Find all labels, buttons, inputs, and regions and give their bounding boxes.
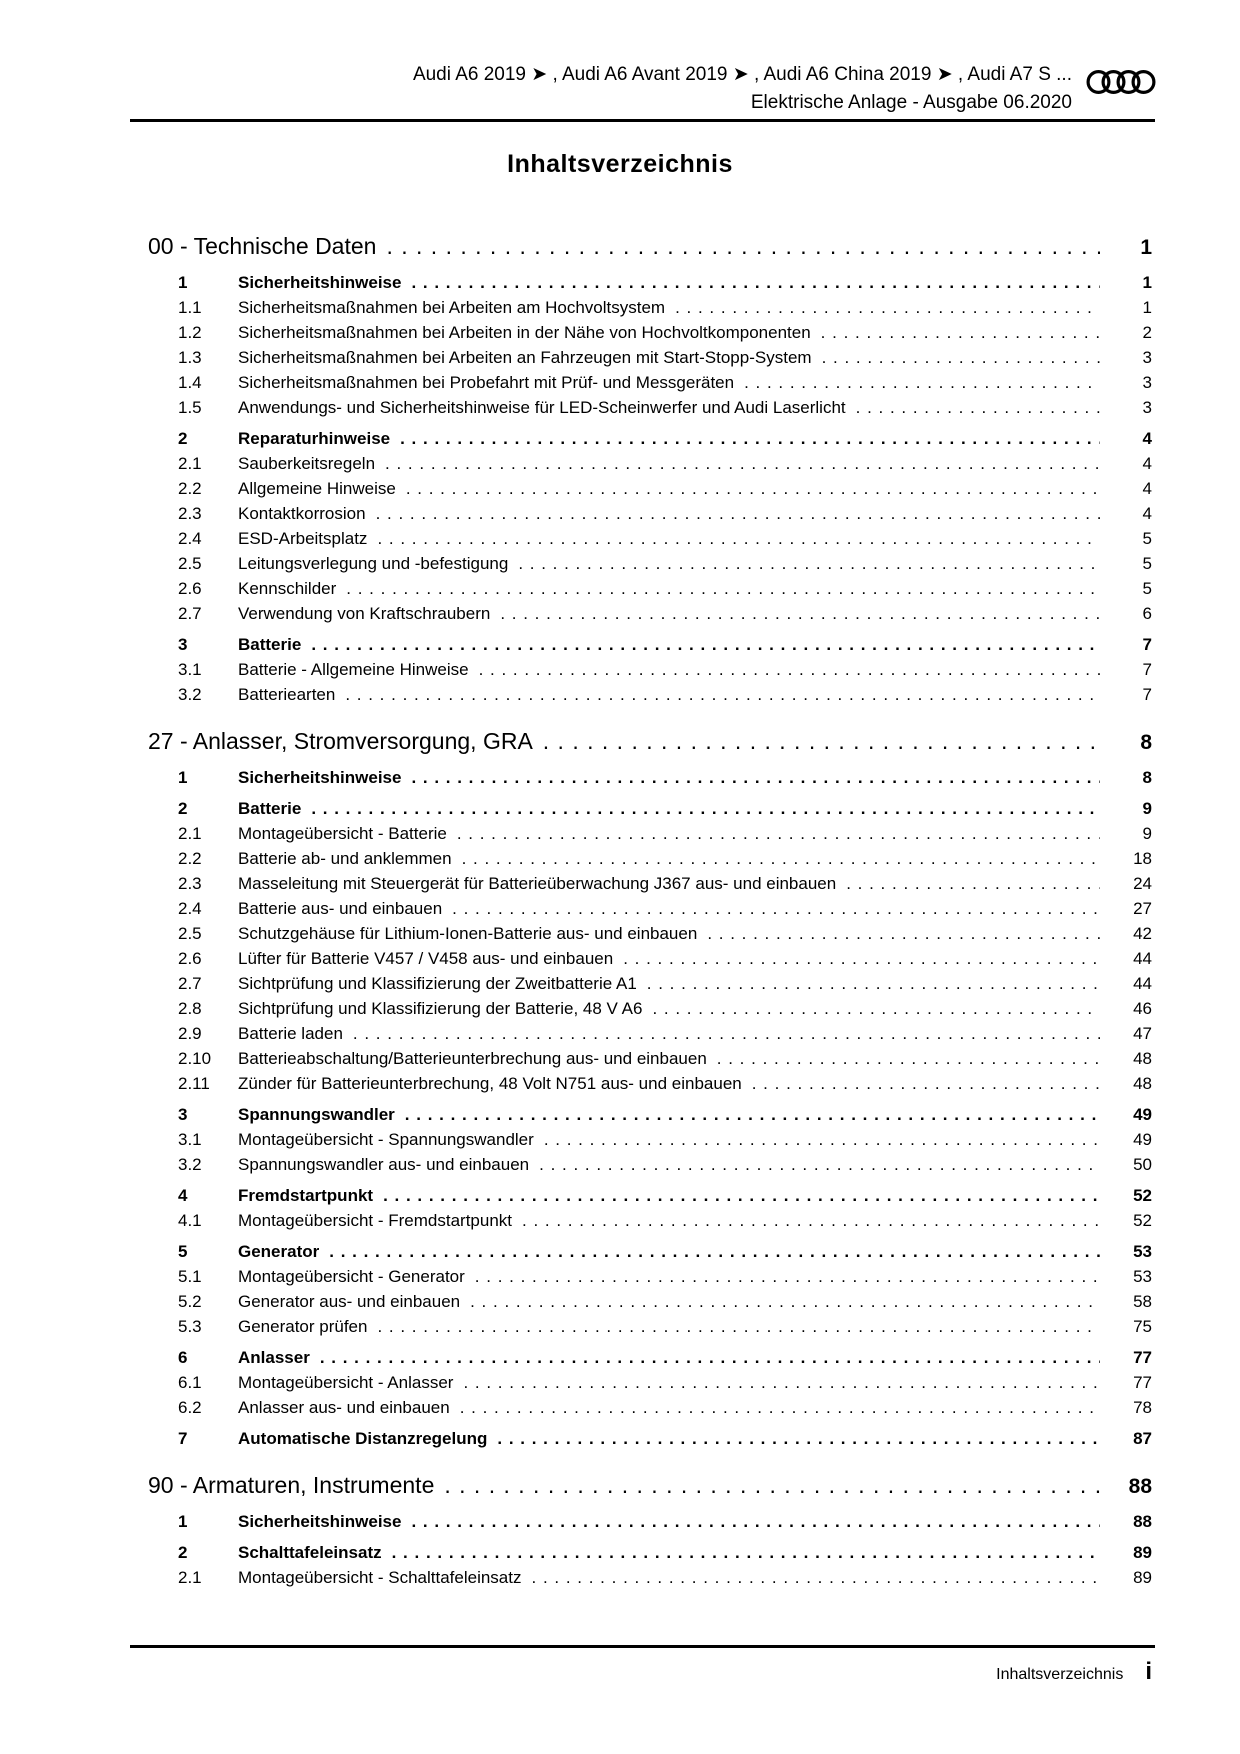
entry-page-number: 49 (1133, 1130, 1152, 1149)
entry-number: 2.5 (178, 554, 202, 573)
dot-leader (311, 796, 1100, 821)
entry-page-number: 4 (1142, 429, 1152, 448)
entry-number: 2.6 (178, 949, 202, 968)
entry-number: 2.6 (178, 579, 202, 598)
dot-leader (675, 295, 1100, 320)
entry-number: 2 (178, 429, 188, 448)
footer-label: Inhaltsverzeichnis (996, 1666, 1124, 1683)
entry-number: 1.4 (178, 373, 202, 392)
entry-number: 2.5 (178, 924, 202, 943)
entry-number: 2.2 (178, 849, 202, 868)
dot-leader (383, 1183, 1100, 1208)
entry-page-number: 7 (1142, 685, 1152, 704)
entry-title: Kontaktkorrosion (238, 504, 366, 523)
dot-leader (444, 1470, 1100, 1500)
toc-entry-row[interactable] (130, 1426, 1152, 1451)
entry-title: Automatische Distanzregelung (238, 1429, 488, 1448)
dot-leader (543, 726, 1100, 756)
entry-title: Montageübersicht - Schalttafeleinsatz (238, 1568, 522, 1587)
entry-title: Masseleitung mit Steuergerät für Batterieüberwachung J367 aus- und einbauen (238, 874, 837, 893)
entry-title: Anlasser (238, 1348, 310, 1367)
toc-entry-row[interactable] (130, 1565, 1152, 1590)
entry-number: 2.4 (178, 529, 202, 548)
entry-page-number: 5 (1142, 529, 1152, 548)
entry-number: 2.8 (178, 999, 202, 1018)
page-header (413, 61, 1072, 117)
toc-entry-row[interactable] (130, 370, 1152, 395)
entry-number: 3.1 (178, 1130, 202, 1149)
entry-number: 1 (178, 273, 188, 292)
entry-number: 2.1 (178, 454, 202, 473)
entry-title: Sicherheitshinweise (238, 273, 402, 292)
entry-title: Montageübersicht - Fremdstartpunkt (238, 1211, 513, 1230)
entry-page-number: 4 (1142, 479, 1152, 498)
dot-leader (377, 1314, 1100, 1339)
entry-page-number: 5 (1142, 579, 1152, 598)
entry-title: Sichtprüfung und Klassifizierung der Batterie, 48 V A6 (238, 999, 643, 1018)
entry-number: 5 (178, 1242, 188, 1261)
entry-number: 2.1 (178, 1568, 202, 1587)
dot-leader (821, 320, 1100, 345)
dot-leader (856, 395, 1100, 420)
page-footer (130, 1658, 1152, 1686)
entry-title: Lüfter für Batterie V457 / V458 aus- und einbauen (238, 949, 614, 968)
dot-leader (320, 1345, 1100, 1370)
entry-page-number: 3 (1142, 373, 1152, 392)
entry-page-number: 6 (1142, 604, 1152, 623)
entry-number: 1 (178, 768, 188, 787)
entry-page-number: 46 (1133, 999, 1152, 1018)
toc-entry-row[interactable] (130, 1345, 1152, 1370)
entry-number: 2.7 (178, 974, 202, 993)
entry-title: Anwendungs- und Sicherheitshinweise für LED-Scheinwerfer und Audi Laserlicht (238, 398, 846, 417)
dot-leader (462, 846, 1100, 871)
entry-title: Leitungsverlegung und -befestigung (238, 554, 509, 573)
dot-leader (376, 501, 1100, 526)
dot-leader (707, 921, 1100, 946)
entry-page-number: 77 (1133, 1348, 1152, 1367)
dot-leader (386, 231, 1100, 261)
dot-leader (405, 1102, 1100, 1127)
entry-page-number: 9 (1142, 824, 1152, 843)
dot-leader (479, 657, 1100, 682)
dot-leader (400, 426, 1100, 451)
entry-page-number: 8 (1142, 768, 1152, 787)
dot-leader (539, 1152, 1100, 1177)
dot-leader (311, 632, 1100, 657)
entry-number: 2.3 (178, 504, 202, 523)
entry-page-number: 50 (1133, 1155, 1152, 1174)
entry-title: Batteriearten (238, 685, 336, 704)
entry-page-number: 48 (1133, 1049, 1152, 1068)
dot-leader (497, 1426, 1100, 1451)
entry-number: 5.1 (178, 1267, 202, 1286)
entry-title: Zünder für Batterieunterbrechung, 48 Volt N751 aus- und einbauen (238, 1074, 742, 1093)
entry-page-number: 58 (1133, 1292, 1152, 1311)
entry-title: Batterie - Allgemeine Hinweise (238, 660, 469, 679)
dot-leader (353, 1021, 1100, 1046)
toc-entry-row[interactable] (130, 632, 1152, 657)
entry-page-number: 89 (1133, 1568, 1152, 1587)
entry-page-number: 1 (1142, 273, 1152, 292)
toc-entry-row[interactable] (130, 1152, 1152, 1177)
entry-page-number: 42 (1133, 924, 1152, 943)
entry-title: Sicherheitshinweise (238, 768, 402, 787)
entry-page-number: 52 (1133, 1211, 1152, 1230)
entry-title: Generator (238, 1242, 320, 1261)
entry-page-number: 24 (1133, 874, 1152, 893)
entry-number: 4.1 (178, 1211, 202, 1230)
entry-title: Kennschilder (238, 579, 337, 598)
entry-page-number: 78 (1133, 1398, 1152, 1417)
dot-leader (411, 1509, 1100, 1534)
toc-entry-row[interactable] (130, 451, 1152, 476)
toc-entry-row[interactable] (130, 846, 1152, 871)
dot-leader (475, 1264, 1100, 1289)
toc-entry-row[interactable] (130, 1208, 1152, 1233)
toc-entry-row[interactable] (130, 395, 1152, 420)
entry-title: Sicherheitshinweise (238, 1512, 402, 1531)
entry-page-number: 49 (1133, 1105, 1152, 1124)
entry-page-number: 9 (1142, 799, 1152, 818)
toc-entry-row[interactable] (130, 971, 1152, 996)
entry-number: 1.1 (178, 298, 202, 317)
entry-title: Sicherheitsmaßnahmen bei Arbeiten an Fahrzeugen mit Start-Stopp-System (238, 348, 812, 367)
entry-number: 1.3 (178, 348, 202, 367)
entry-title: Sicherheitsmaßnahmen bei Arbeiten am Hochvoltsystem (238, 298, 666, 317)
entry-number: 1 (178, 1512, 188, 1531)
entry-number: 3 (178, 635, 188, 654)
toc-entry-row[interactable] (130, 1509, 1152, 1534)
toc-entry-row[interactable] (130, 1071, 1152, 1096)
dot-leader (717, 1046, 1100, 1071)
dot-leader (623, 946, 1100, 971)
footer-divider (130, 1645, 1155, 1648)
entry-number: 2.4 (178, 899, 202, 918)
toc-entry-row[interactable] (130, 1314, 1152, 1339)
entry-title: Montageübersicht - Anlasser (238, 1373, 454, 1392)
dot-leader (522, 1208, 1100, 1233)
toc-entry-row[interactable] (130, 551, 1152, 576)
entry-number: 2.11 (178, 1074, 210, 1093)
entry-title: Batterie ab- und anklemmen (238, 849, 452, 868)
toc-entry-row[interactable] (130, 345, 1152, 370)
toc-entry-row[interactable] (130, 476, 1152, 501)
entry-page-number: 3 (1142, 398, 1152, 417)
dot-leader (406, 476, 1100, 501)
entry-number: 2.9 (178, 1024, 202, 1043)
header-divider (130, 119, 1155, 122)
toc-entry-row[interactable] (130, 1046, 1152, 1071)
dot-leader (329, 1239, 1100, 1264)
toc-entry-row[interactable] (130, 1021, 1152, 1046)
chapter-label: 27 - Anlasser, Stromversorgung, GRA (148, 728, 533, 754)
entry-number: 2.7 (178, 604, 202, 623)
entry-title: ESD-Arbeitsplatz (238, 529, 368, 548)
toc-entry-row[interactable] (130, 1540, 1152, 1565)
entry-number: 3 (178, 1105, 188, 1124)
dot-leader (392, 1540, 1100, 1565)
entry-title: Verwendung von Kraftschraubern (238, 604, 491, 623)
dot-leader (385, 451, 1100, 476)
entry-title: Batterie laden (238, 1024, 343, 1043)
toc-entry-row[interactable] (130, 1289, 1152, 1314)
chapter-page-number: 88 (1128, 1475, 1152, 1498)
entry-number: 6 (178, 1348, 188, 1367)
entry-title: Fremdstartpunkt (238, 1186, 374, 1205)
dot-leader (411, 765, 1100, 790)
entry-number: 3.2 (178, 685, 202, 704)
toc-chapter-row[interactable] (130, 726, 1152, 758)
header-edition-line: Elektrische Anlage - Ausgabe 06.2020 (750, 92, 1072, 113)
chapter-page-number: 1 (1140, 236, 1152, 259)
entry-title: Batterieabschaltung/Batterieunterbrechung aus- und einbauen (238, 1049, 707, 1068)
dot-leader (411, 270, 1100, 295)
dot-leader (500, 601, 1100, 626)
dot-leader (463, 1370, 1100, 1395)
entry-number: 2.3 (178, 874, 202, 893)
entry-title: Generator prüfen (238, 1317, 368, 1336)
dot-leader (345, 682, 1100, 707)
entry-title: Montageübersicht - Generator (238, 1267, 465, 1286)
entry-number: 1.5 (178, 398, 202, 417)
entry-page-number: 4 (1142, 454, 1152, 473)
toc-entry-row[interactable] (130, 871, 1152, 896)
toc-entry-row[interactable] (130, 501, 1152, 526)
toc-entry-row[interactable] (130, 921, 1152, 946)
dot-leader (544, 1127, 1100, 1152)
dot-leader (652, 996, 1100, 1021)
entry-page-number: 44 (1133, 949, 1152, 968)
entry-title: Batterie (238, 635, 302, 654)
entry-page-number: 18 (1133, 849, 1152, 868)
entry-number: 7 (178, 1429, 188, 1448)
entry-title: Spannungswandler aus- und einbauen (238, 1155, 530, 1174)
toc-entry-row[interactable] (130, 946, 1152, 971)
entry-page-number: 5 (1142, 554, 1152, 573)
toc-entry-row[interactable] (130, 1102, 1152, 1127)
toc-chapter-row[interactable] (130, 1470, 1152, 1502)
toc-entry-row[interactable] (130, 657, 1152, 682)
dot-leader (460, 1395, 1100, 1420)
entry-title: Schutzgehäuse für Lithium-Ionen-Batterie aus- und einbauen (238, 924, 698, 943)
toc-entry-row[interactable] (130, 576, 1152, 601)
toc-entry-row[interactable] (130, 821, 1152, 846)
entry-title: Anlasser aus- und einbauen (238, 1398, 450, 1417)
entry-number: 1.2 (178, 323, 202, 342)
entry-title: Sichtprüfung und Klassifizierung der Zweitbatterie A1 (238, 974, 637, 993)
entry-page-number: 2 (1142, 323, 1152, 342)
dot-leader (457, 821, 1100, 846)
entry-number: 5.3 (178, 1317, 202, 1336)
toc-entry-row[interactable] (130, 1239, 1152, 1264)
dot-leader (752, 1071, 1100, 1096)
dot-leader (518, 551, 1100, 576)
entry-number: 2 (178, 1543, 188, 1562)
entry-page-number: 89 (1133, 1543, 1152, 1562)
chapter-page-number: 8 (1140, 731, 1152, 754)
toc-entry-row[interactable] (130, 270, 1152, 295)
page-title: Inhaltsverzeichnis (507, 150, 733, 178)
entry-title: Sauberkeitsregeln (238, 454, 376, 473)
entry-title: Reparaturhinweise (238, 429, 391, 448)
audi-rings-icon (1086, 69, 1156, 95)
dot-leader (822, 345, 1100, 370)
chapter-label: 90 - Armaturen, Instrumente (148, 1472, 435, 1498)
entry-number: 6.2 (178, 1398, 202, 1417)
toc-entry-row[interactable] (130, 896, 1152, 921)
toc-entry-row[interactable] (130, 1183, 1152, 1208)
entry-number: 2.10 (178, 1049, 212, 1068)
entry-page-number: 87 (1133, 1429, 1152, 1448)
toc-entry-row[interactable] (130, 526, 1152, 551)
entry-page-number: 48 (1133, 1074, 1152, 1093)
dot-leader (377, 526, 1100, 551)
entry-page-number: 88 (1133, 1512, 1152, 1531)
entry-title: Montageübersicht - Spannungswandler (238, 1130, 534, 1149)
entry-page-number: 27 (1133, 899, 1152, 918)
toc-chapter-row[interactable] (130, 231, 1152, 263)
entry-page-number: 44 (1133, 974, 1152, 993)
entry-number: 4 (178, 1186, 188, 1205)
toc-entry-row[interactable] (130, 1264, 1152, 1289)
entry-page-number: 4 (1142, 504, 1152, 523)
toc-entry-row[interactable] (130, 765, 1152, 790)
entry-page-number: 53 (1133, 1267, 1152, 1286)
entry-title: Batterie (238, 799, 302, 818)
entry-title: Sicherheitsmaßnahmen bei Arbeiten in der Nähe von Hochvoltkomponenten (238, 323, 811, 342)
dot-leader (346, 576, 1100, 601)
entry-number: 6.1 (178, 1373, 202, 1392)
entry-page-number: 7 (1142, 660, 1152, 679)
entry-number: 5.2 (178, 1292, 202, 1311)
entry-title: Batterie aus- und einbauen (238, 899, 443, 918)
header-models-line: Audi A6 2019 ➤ , Audi A6 Avant 2019 ➤ , Audi A6 China 2019 ➤ , Audi A7 S ... (412, 64, 1072, 85)
entry-number: 2 (178, 799, 188, 818)
entry-number: 3.1 (178, 660, 202, 679)
toc-entry-row[interactable] (130, 320, 1152, 345)
entry-page-number: 52 (1133, 1186, 1152, 1205)
entry-title: Sicherheitsmaßnahmen bei Probefahrt mit Prüf- und Messgeräten (238, 373, 735, 392)
entry-page-number: 77 (1133, 1373, 1152, 1392)
entry-title: Montageübersicht - Batterie (238, 824, 447, 843)
toc-entry-row[interactable] (130, 796, 1152, 821)
entry-number: 3.2 (178, 1155, 202, 1174)
entry-page-number: 1 (1142, 298, 1152, 317)
entry-page-number: 53 (1133, 1242, 1152, 1261)
toc-entry-row[interactable] (130, 295, 1152, 320)
entry-title: Generator aus- und einbauen (238, 1292, 461, 1311)
dot-leader (744, 370, 1100, 395)
dot-leader (532, 1565, 1101, 1590)
dot-leader (452, 896, 1100, 921)
entry-title: Spannungswandler (238, 1105, 395, 1124)
dot-leader (470, 1289, 1100, 1314)
entry-title: Allgemeine Hinweise (238, 479, 396, 498)
entry-number: 2.1 (178, 824, 202, 843)
toc-entry-row[interactable] (130, 426, 1152, 451)
entry-page-number: 47 (1133, 1024, 1152, 1043)
footer-page-number: i (1145, 1658, 1152, 1685)
toc-entry-row[interactable] (130, 1395, 1152, 1420)
dot-leader (647, 971, 1100, 996)
toc-entry-row[interactable] (130, 1127, 1152, 1152)
entry-title: Schalttafeleinsatz (238, 1543, 382, 1562)
toc-entry-row[interactable] (130, 996, 1152, 1021)
entry-page-number: 3 (1142, 348, 1152, 367)
entry-number: 2.2 (178, 479, 202, 498)
toc-entry-row[interactable] (130, 682, 1152, 707)
chapter-label: 00 - Technische Daten (148, 233, 377, 259)
entry-page-number: 7 (1142, 635, 1152, 654)
toc-entry-row[interactable] (130, 601, 1152, 626)
toc-entry-row[interactable] (130, 1370, 1152, 1395)
table-of-contents (130, 231, 1152, 1590)
dot-leader (846, 871, 1100, 896)
entry-page-number: 75 (1133, 1317, 1152, 1336)
